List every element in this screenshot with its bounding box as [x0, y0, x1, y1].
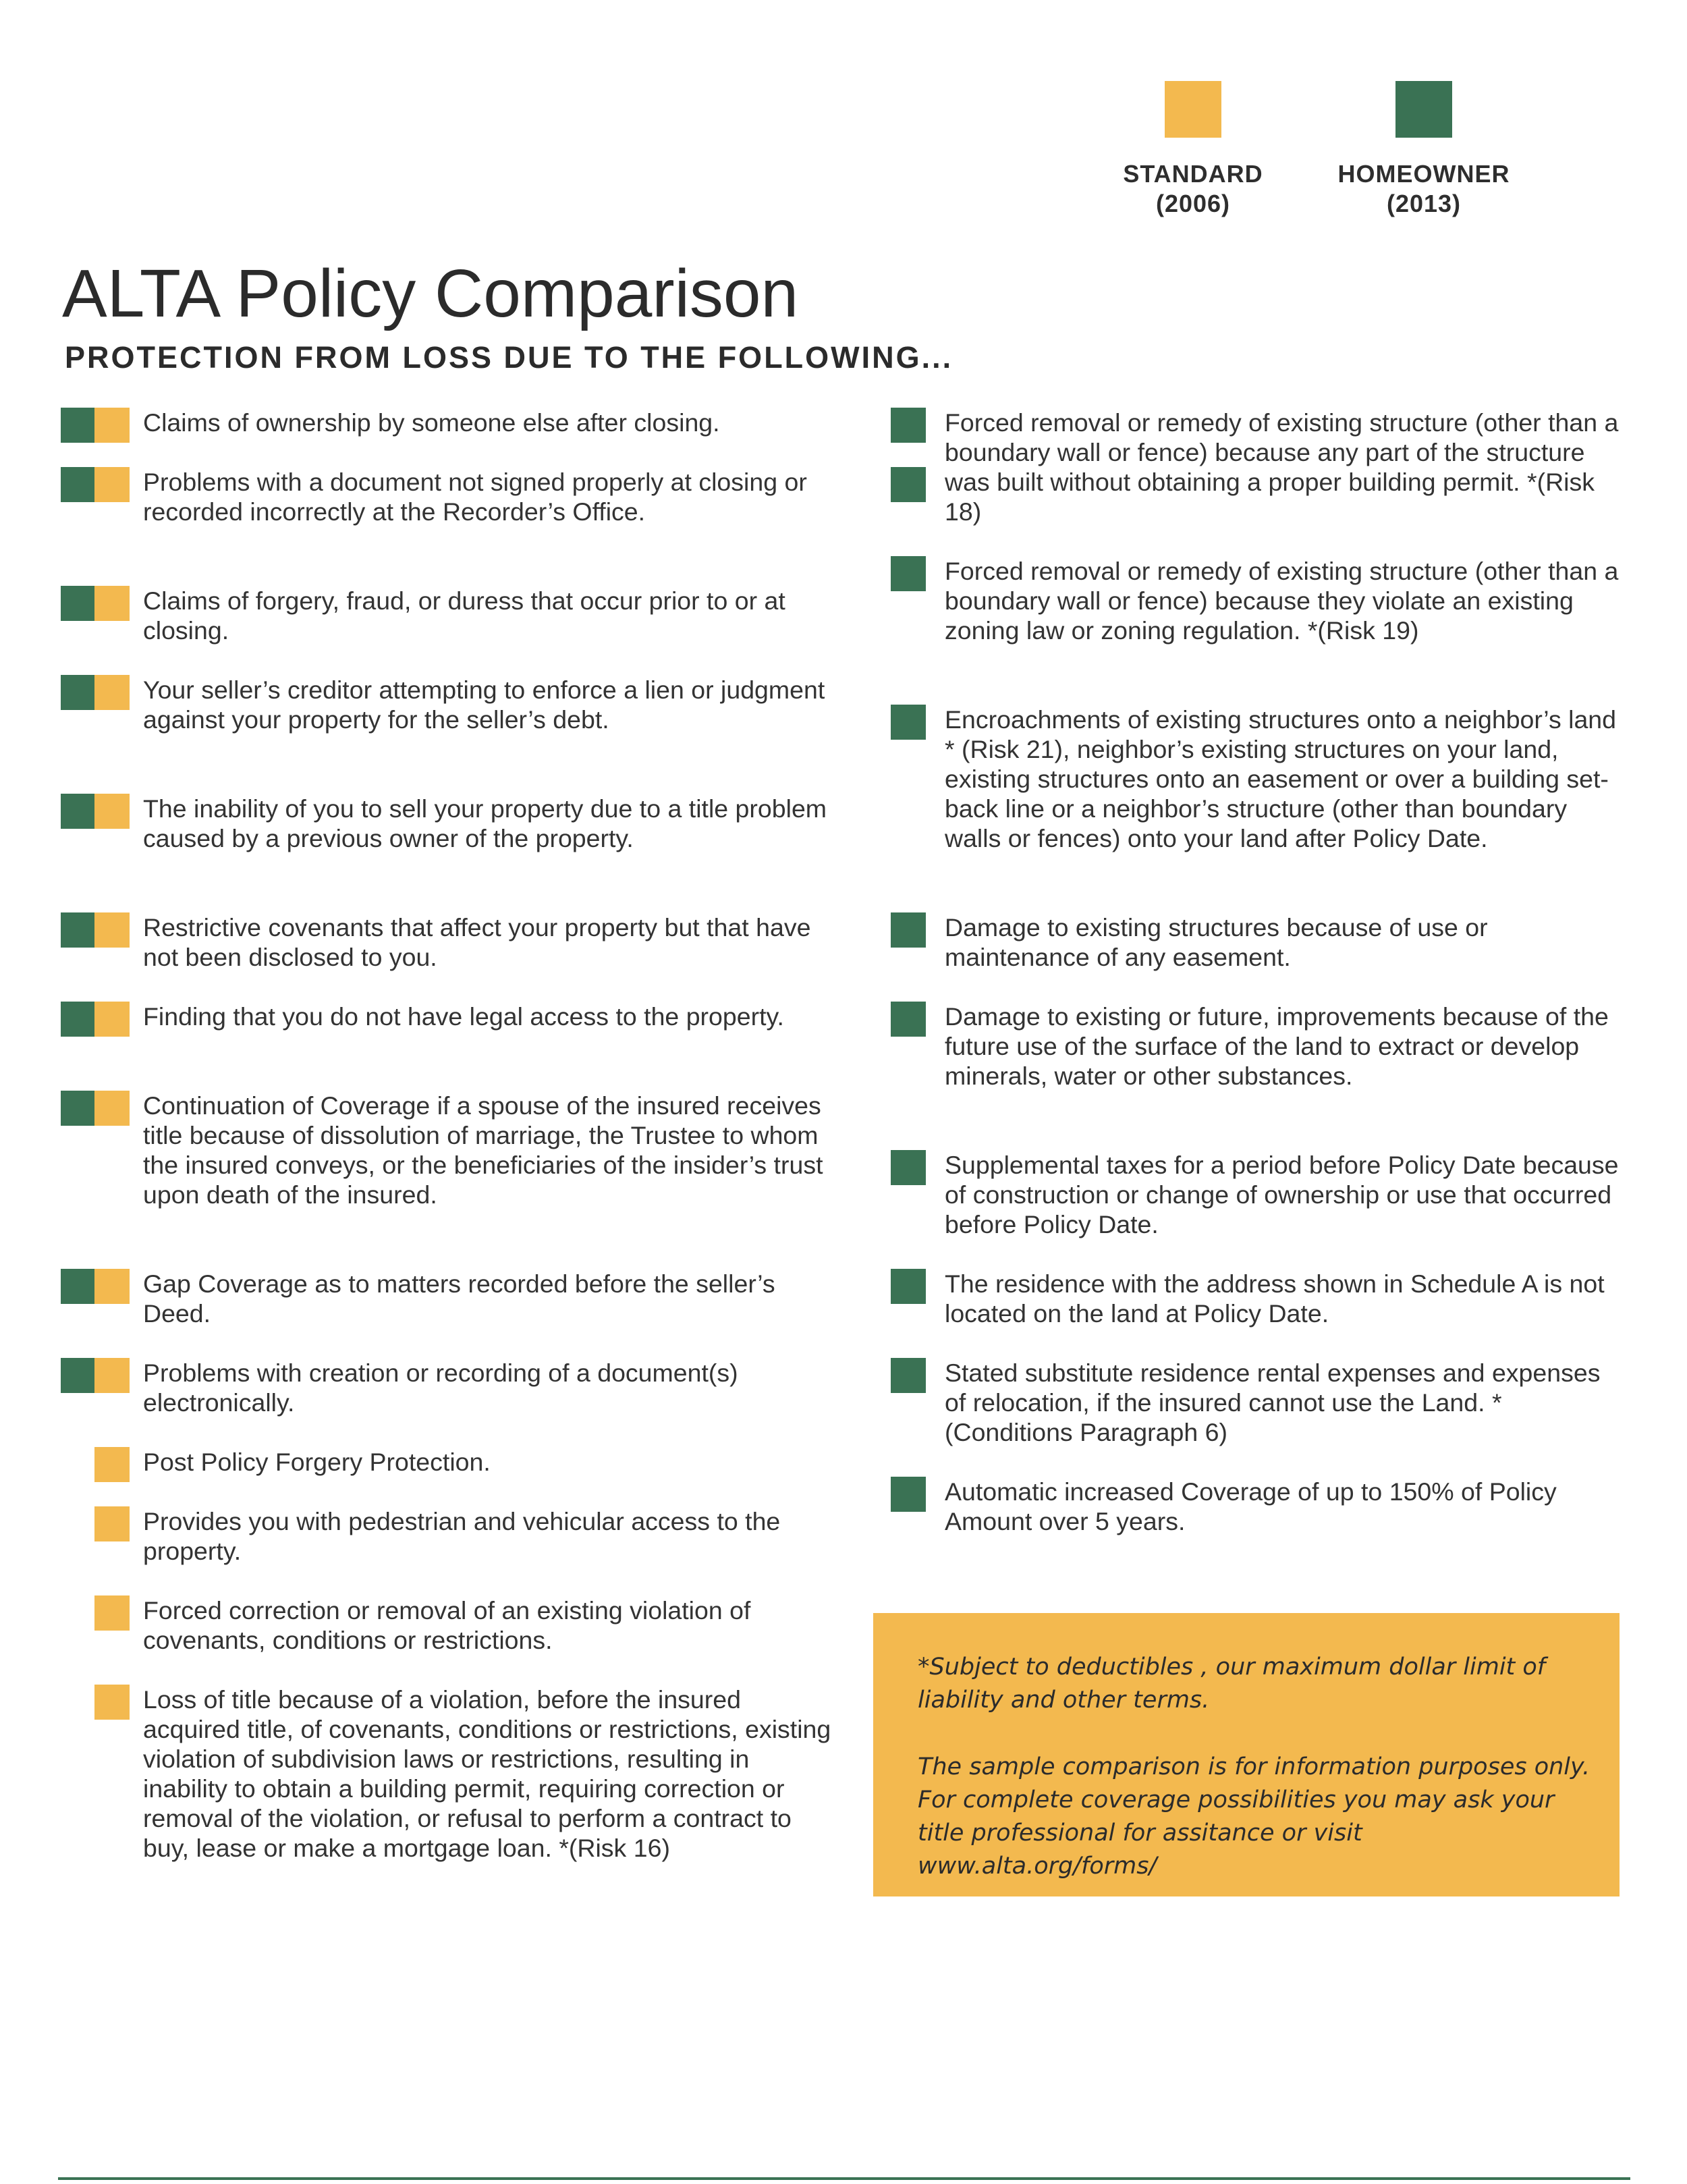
homeowner-marker — [891, 1358, 926, 1393]
coverage-text: The inability of you to sell your property due to a title problem caused by a previous owner of the property. — [143, 794, 827, 852]
coverage-text: Forced removal or remedy of existing structure (other than a boundary wall or fence) because any part of the structure was built without obtaining a proper building permit. *(Risk 18) — [945, 408, 1619, 526]
coverage-text: Finding that you do not have legal access to the property. — [143, 1002, 784, 1031]
coverage-text: Automatic increased Coverage of up to 150% of Policy Amount over 5 years. — [945, 1477, 1557, 1535]
coverage-text: Continuation of Coverage if a spouse of the insured receives title because of dissolution of marriage, the Trustee to whom the insured conveys, or the beneficiaries of the insider’s trust upon death of the insured. — [143, 1091, 823, 1209]
standard-marker — [94, 675, 130, 710]
homeowner-swatch — [1395, 81, 1452, 138]
legend-standard-label — [1099, 159, 1288, 219]
coverage-text: Gap Coverage as to matters recorded before the seller’s Deed. — [143, 1270, 775, 1328]
coverage-text: Forced correction or removal of an existing violation of covenants, conditions or restrictions. — [143, 1596, 751, 1654]
homeowner-marker — [891, 705, 926, 740]
homeowner-marker — [61, 408, 96, 443]
legend-homeowner-label — [1312, 159, 1535, 219]
standard-marker — [94, 1685, 130, 1720]
homeowner-marker — [61, 1091, 96, 1126]
legend-standard-year: (2006) — [1155, 190, 1231, 217]
legend-homeowner — [1312, 81, 1535, 219]
coverage-text: Provides you with pedestrian and vehicular access to the property. — [143, 1507, 781, 1565]
homeowner-marker — [891, 1002, 926, 1037]
coverage-text: Forced removal or remedy of existing structure (other than a boundary wall or fence) because they violate an existing zoning law or zoning regulation. *(Risk 19) — [945, 557, 1619, 645]
coverage-text: Damage to existing structures because of use or maintenance of any easement. — [945, 913, 1488, 971]
homeowner-marker — [61, 467, 96, 502]
standard-marker — [94, 1269, 130, 1304]
homeowner-marker — [61, 912, 96, 948]
page-title: ALTA Policy Comparison — [62, 256, 799, 331]
coverage-text: Post Policy Forgery Protection. — [143, 1448, 491, 1476]
coverage-text: Your seller’s creditor attempting to enforce a lien or judgment against your property for the seller’s debt. — [143, 676, 825, 734]
disclaimer-deductibles: *Subject to deductibles , our maximum dollar limit of liability and other terms. — [918, 1654, 1546, 1714]
coverage-text: Stated substitute residence rental expenses and expenses of relocation, if the insured cannot use the Land. *(Conditions Paragraph 6) — [945, 1359, 1601, 1446]
coverage-text: Problems with a document not signed properly at closing or recorded incorrectly at the Recorder’s Office. — [143, 468, 807, 526]
standard-marker — [94, 1595, 130, 1631]
page-subtitle: PROTECTION FROM LOSS DUE TO THE FOLLOWING... — [65, 340, 953, 375]
standard-swatch — [1165, 81, 1221, 138]
homeowner-marker — [61, 1002, 96, 1037]
legend-standard — [1099, 81, 1288, 219]
standard-marker — [94, 1447, 130, 1482]
legend-homeowner-name: HOMEOWNER — [1337, 160, 1510, 188]
coverage-text: Supplemental taxes for a period before Policy Date because of construction or change of ownership or use that occurred before Policy Date. — [945, 1151, 1619, 1238]
homeowner-marker — [61, 794, 96, 829]
footer-divider — [58, 2177, 1630, 2180]
coverage-text: Claims of forgery, fraud, or duress that occur prior to or at closing. — [143, 586, 785, 645]
coverage-text: Claims of ownership by someone else after closing. — [143, 408, 720, 437]
legend-homeowner-year: (2013) — [1386, 190, 1462, 217]
standard-marker — [94, 1358, 130, 1393]
homeowner-marker — [891, 408, 926, 443]
homeowner-marker — [891, 556, 926, 591]
homeowner-marker — [891, 1269, 926, 1304]
standard-marker — [94, 586, 130, 621]
standard-marker — [94, 467, 130, 502]
standard-marker — [94, 1002, 130, 1037]
coverage-text: Encroachments of existing structures onto a neighbor’s land * (Risk 21), neighbor’s existing structures on your land, existing structures onto an easement or over a building set-back line or a neighbor’s structure (other than boundary walls or fences) onto your land after Policy Date. — [945, 705, 1617, 852]
legend-standard-name: STANDARD — [1123, 160, 1263, 188]
standard-marker — [94, 1506, 130, 1541]
standard-marker — [94, 1091, 130, 1126]
homeowner-marker — [61, 1269, 96, 1304]
coverage-text: The residence with the address shown in Schedule A is not located on the land at Policy Date. — [945, 1270, 1605, 1328]
homeowner-marker — [891, 467, 926, 502]
homeowner-marker — [61, 1358, 96, 1393]
homeowner-marker — [891, 912, 926, 948]
disclaimer-info: The sample comparison is for information purposes only. For complete coverage possibilities you may ask your title professional for assitance or visit www.alta.org/forms/ — [918, 1753, 1591, 1880]
standard-marker — [94, 408, 130, 443]
coverage-text: Restrictive covenants that affect your property but that have not been disclosed to you. — [143, 913, 811, 971]
homeowner-marker — [61, 586, 96, 621]
coverage-text: Loss of title because of a violation, before the insured acquired title, of covenants, conditions or restrictions, existing violation of subdivision laws or restrictions, resulting in inability to obtain a building permit, requiring correction or removal of the violation, or refusal to perform a contract to buy, lease or make a mortgage loan. *(Risk 16) — [143, 1685, 831, 1862]
homeowner-marker — [891, 1150, 926, 1185]
homeowner-marker — [891, 1477, 926, 1512]
coverage-text: Damage to existing or future, improvements because of the future use of the surface of the land to extract or develop minerals, water or other substances. — [945, 1002, 1609, 1090]
homeowner-marker — [61, 675, 96, 710]
standard-marker — [94, 912, 130, 948]
standard-marker — [94, 794, 130, 829]
coverage-text: Problems with creation or recording of a document(s) electronically. — [143, 1359, 738, 1417]
disclaimer-box — [873, 1613, 1620, 1896]
